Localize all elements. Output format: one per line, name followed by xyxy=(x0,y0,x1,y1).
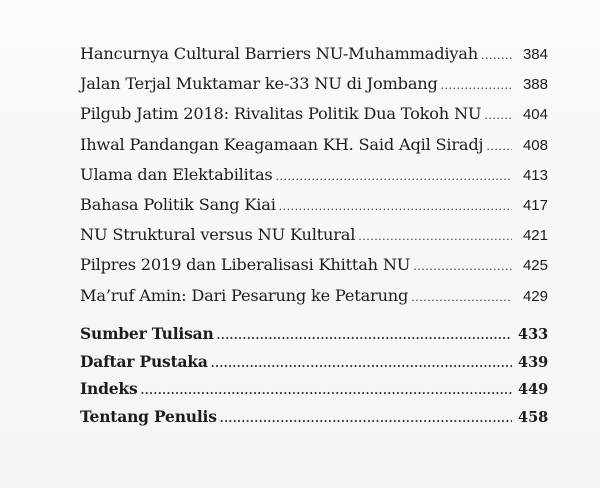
toc-entry-title: Ihwal Pandangan Keagamaan KH. Said Aqil Siradj xyxy=(80,134,484,154)
toc-entry-page: 404 xyxy=(522,106,548,124)
dot-leader xyxy=(211,357,512,370)
toc-entry-page: 408 xyxy=(522,136,548,154)
toc-entry-page: 388 xyxy=(522,76,548,94)
toc-main-entry-title: Sumber Tulisan xyxy=(80,324,214,343)
toc-entry xyxy=(80,135,548,165)
toc-main-section-list xyxy=(80,324,548,434)
dot-leader xyxy=(358,230,512,243)
dot-leader xyxy=(217,329,512,342)
toc-main-entry xyxy=(80,352,548,380)
toc-entry xyxy=(80,286,548,316)
toc-main-entry-page: 433 xyxy=(518,326,549,343)
dot-leader xyxy=(141,384,513,397)
toc-main-entry xyxy=(80,407,548,435)
toc-main-entry-page: 439 xyxy=(518,353,549,371)
toc-entry-title: Pilgub Jatim 2018: Rivalitas Politik Dua Tokoh NU xyxy=(80,104,482,124)
toc-entry xyxy=(80,104,548,134)
toc-entry xyxy=(80,255,548,285)
toc-entry-title: Ulama dan Elektabilitas xyxy=(80,164,273,184)
toc-entry-page: 425 xyxy=(522,257,548,275)
toc-entry-title: Bahasa Politik Sang Kiai xyxy=(80,194,276,214)
toc-entry xyxy=(80,195,548,225)
toc-entry-title: Jalan Terjal Muktamar ke-33 NU di Jombang xyxy=(80,74,438,94)
toc-main-entry xyxy=(80,379,548,407)
toc-entry-title: Ma’ruf Amin: Dari Pesarung ke Petarung xyxy=(80,285,409,305)
toc-entry-title: NU Struktural versus NU Kultural xyxy=(80,225,356,245)
dot-leader xyxy=(411,291,512,304)
dot-leader xyxy=(486,140,512,153)
toc-main-entry-page: 458 xyxy=(518,408,549,426)
toc-entry-page: 417 xyxy=(522,196,548,214)
toc-entry xyxy=(80,44,548,74)
dot-leader xyxy=(279,200,512,213)
toc-main-entry-title: Daftar Pustaka xyxy=(80,351,208,371)
dot-leader xyxy=(441,79,512,92)
toc-entry-page: 429 xyxy=(522,287,548,305)
toc-main-entry xyxy=(80,324,548,352)
toc-entry-title: Hancurnya Cultural Barriers NU-Muhammadiyah xyxy=(80,44,478,63)
dot-leader xyxy=(481,49,512,62)
dot-leader xyxy=(276,170,513,183)
toc-entry-page: 421 xyxy=(522,227,548,245)
toc-entry-title: Pilpres 2019 dan Liberalisasi Khittah NU xyxy=(80,255,411,275)
toc-entry xyxy=(80,74,548,104)
toc-entry-page: 384 xyxy=(522,46,548,63)
dot-leader xyxy=(484,109,512,122)
toc-entry xyxy=(80,165,548,195)
toc-main-entry-page: 449 xyxy=(518,381,549,399)
toc-subsection-list xyxy=(80,44,548,316)
dot-leader xyxy=(413,260,512,273)
dot-leader xyxy=(220,412,512,425)
toc-main-entry-title: Tentang Penulis xyxy=(80,406,217,426)
toc-entry-page: 413 xyxy=(522,166,548,184)
toc-main-entry-title: Indeks xyxy=(80,379,138,399)
toc-entry xyxy=(80,225,548,255)
